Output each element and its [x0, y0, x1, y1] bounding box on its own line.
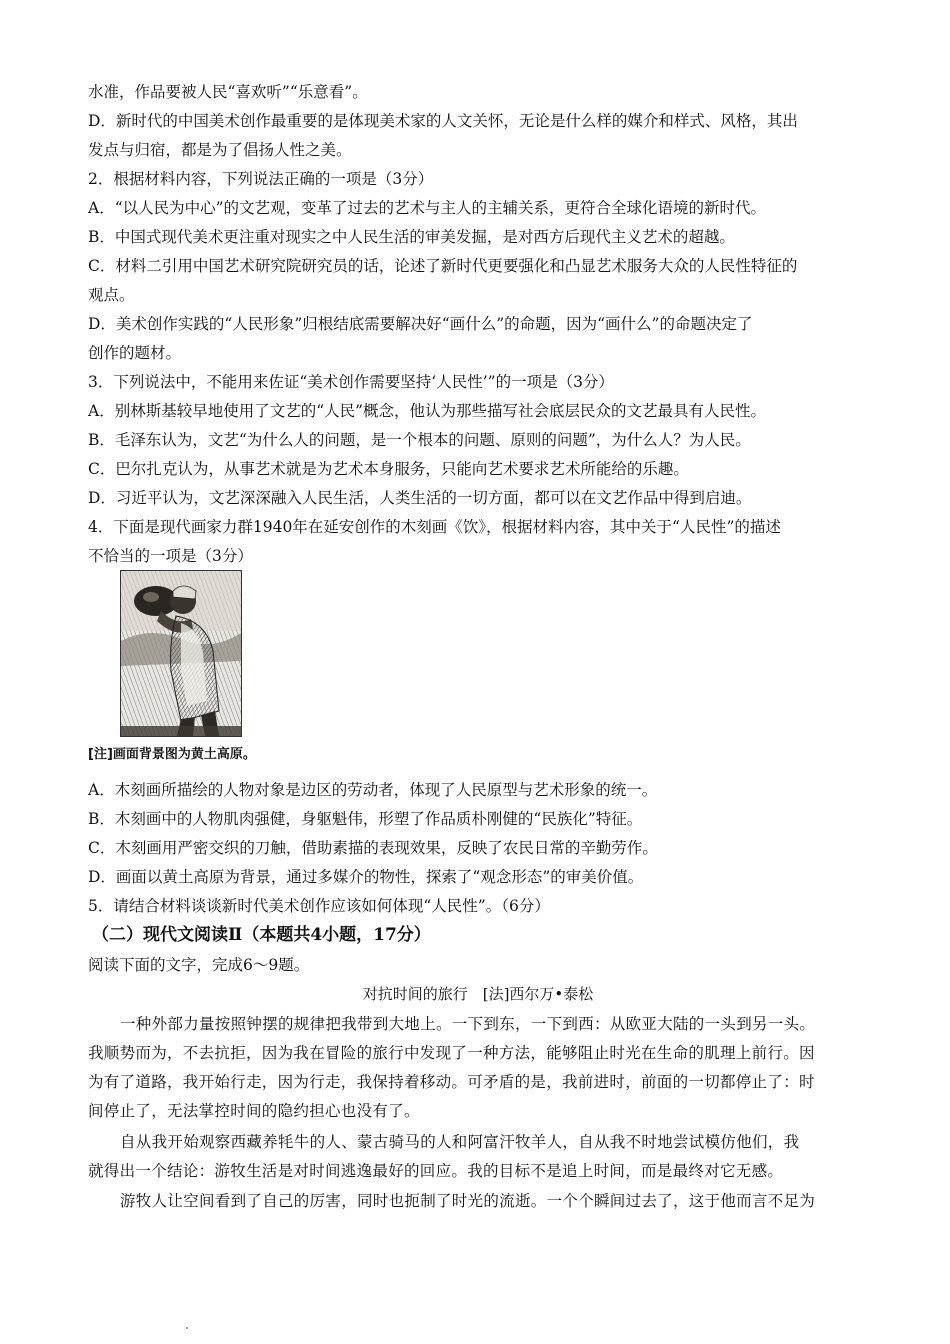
question-3: 3．下列说法中，不能用来佐证“美术创作需要坚持‘人民性’”的一项是（3分）: [88, 373, 614, 391]
option-line: C．材料二引用中国艺术研究院研究员的话，论述了新时代更要强化和凸显艺术服务大众的人民性特征的: [88, 257, 798, 275]
article-paragraph: 一种外部力量按照钟摆的规律把我带到大地上。一下到东，一下到西：从欧亚大陆的一头到另一头。: [120, 1015, 816, 1033]
option-line: A．木刻画所描绘的人物对象是边区的劳动者，体现了人民原型与艺术形象的统一。: [88, 781, 658, 799]
question-4: 4．下面是现代画家力群1940年在延安创作的木刻画《饮》，根据材料内容，其中关于“人民性”的描述: [88, 518, 781, 536]
article-paragraph: 自从我开始观察西藏养牦牛的人、蒙古骑马的人和阿富汗牧羊人，自从我不时地尝试模仿他们，我: [120, 1133, 800, 1151]
text-line: 创作的题材。: [88, 344, 182, 362]
woodcut-image: [120, 570, 242, 737]
question-5: 5．请结合材料谈谈新时代美术创作应该如何体现“人民性”。（6分）: [88, 897, 550, 915]
text-line: D．新时代的中国美术创作最重要的是体现美术家的人文关怀，无论是什么样的媒介和样式、风格，其出: [88, 112, 798, 130]
option-line: D．美术创作实践的“人民形象”归根结底需要解决好“画什么”的命题，因为“画什么”的命题决定了: [88, 315, 753, 333]
instruction: 阅读下面的文字，完成6～9题。: [88, 956, 310, 974]
option-line: A．“以人民为中心”的文艺观，变革了过去的艺术与主人的主辅关系，更符合全球化语境的新时代。: [88, 199, 767, 217]
question-2: 2．根据材料内容，下列说法正确的一项是（3分）: [88, 170, 434, 188]
article-paragraph: 游牧人让空间看到了自己的厉害，同时也扼制了时光的流逝。一个个瞬间过去了，这于他而言不足为: [120, 1192, 816, 1210]
option-line: B．木刻画中的人物肌肉强健，身躯魁伟，形塑了作品质朴刚健的“民族化”特征。: [88, 810, 643, 828]
figure-note: [注]画面背景图为黄土高原。: [88, 747, 256, 762]
article-line: 就得出一个结论：游牧生活是对时间逃逸最好的回应。我的目标不是追上时间，而是最终对它无感。: [88, 1162, 784, 1180]
article-title: 对抗时间的旅行 [法]西尔万•泰松: [362, 985, 594, 1003]
option-line: A．别林斯基较早地使用了文艺的“人民”概念，他认为那些描写社会底层民众的文艺最具有人民性。: [88, 402, 767, 420]
option-line: D．画面以黄土高原为背景，通过多媒介的物性，探索了“观念形态”的审美价值。: [88, 868, 644, 886]
article-line: 我顺势而为，不去抗拒，因为我在冒险的旅行中发现了一种方法，能够阻止时光在生命的肌理上前行。因: [88, 1044, 815, 1062]
article-line: 为有了道路，我开始行走，因为行走，我保持着移动。可矛盾的是，我前进时，前面的一切都停止了：时: [88, 1073, 815, 1091]
scan-dot: [186, 1327, 188, 1329]
text-line: 观点。: [88, 286, 135, 304]
text-line: 发点与归宿，都是为了倡扬人性之美。: [88, 141, 352, 159]
option-line: C．木刻画用严密交织的刀触，借助素描的表现效果，反映了农民日常的辛勤劳作。: [88, 839, 658, 857]
text-line: 水准，作品要被人民“喜欢听”“乐意看”。: [88, 83, 368, 101]
article-line: 间停止了，无法掌控时间的隐约担心也没有了。: [88, 1102, 420, 1120]
option-line: C．巴尔扎克认为，从事艺术就是为艺术本身服务，只能向艺术要求艺术所能给的乐趣。: [88, 460, 689, 478]
option-line: B．毛泽东认为，文艺“为什么人的问题，是一个根本的问题、原则的问题”，为什么人？为人民。: [88, 431, 751, 449]
option-line: D．习近平认为，文艺深深融入人民生活，人类生活的一切方面，都可以在文艺作品中得到启迪。: [88, 489, 752, 507]
option-line: B．中国式现代美术更注重对现实之中人民生活的审美发掘，是对西方后现代主义艺术的超越。: [88, 228, 735, 246]
section-heading: （二）现代文阅读Ⅱ（本题共4小题，17分）: [92, 925, 431, 945]
text-line: 不恰当的一项是（3分）: [88, 547, 253, 565]
